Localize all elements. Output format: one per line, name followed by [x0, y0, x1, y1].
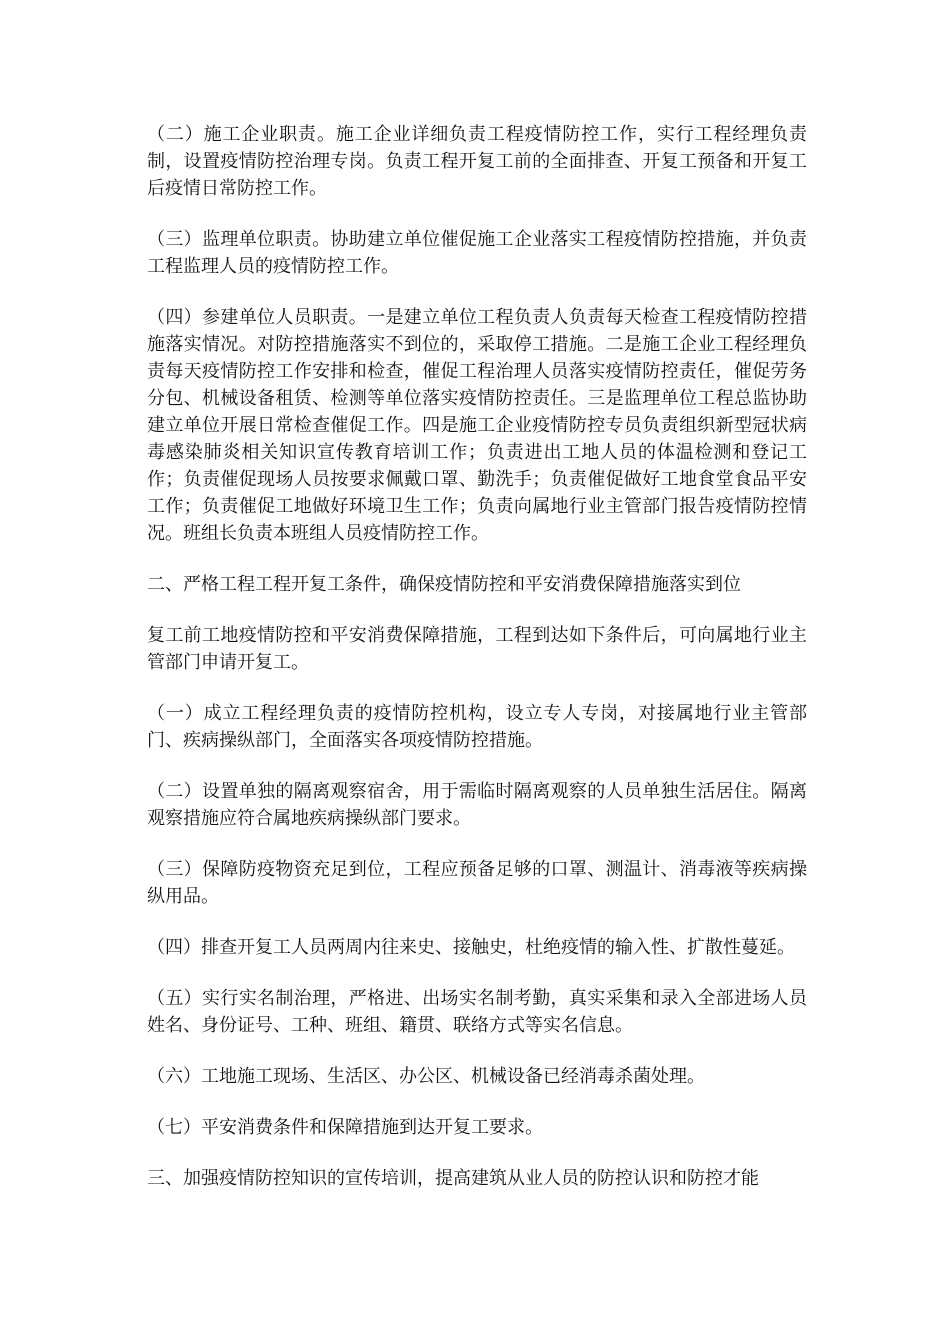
paragraph-personnel-duty: （四）参建单位人员职责。一是建立单位工程负责人负责每天检查工程疫情防控措施落实情况。对防控措施落实不到位的，采取停工措施。二是施工企业工程经理负责每天疫情防控工作安排和检查，催促工程治理人员落实疫情防控责任，催促劳务分包、机械设备租赁、检测等单位落实疫情防控责任。三是监理单位工程总监协助建立单位开展日常检查催促工作。四是施工企业疫情防控专员负责组织新型冠状病毒感染肺炎相关知识宣传教育培训工作；负责进出工地人员的体温检测和登记工作；负责催促现场人员按要求佩戴口罩、勤洗手；负责催促做好工地食堂食品平安工作；负责催促工地做好环境卫生工作；负责向属地行业主管部门报告疫情防控情况。班组长负责本班组人员疫情防控工作。	[147, 307, 807, 544]
list-item-condition-3: （三）保障防疫物资充足到位，工程应预备足够的口罩、测温计、消毒液等疾病操纵用品。	[147, 859, 807, 907]
list-item-condition-4: （四）排查开复工人员两周内往来史、接触史，杜绝疫情的输入性、扩散性蔓延。	[147, 937, 795, 958]
list-item-condition-1: （一）成立工程经理负责的疫情防控机构，设立专人专岗，对接属地行业主管部门、疾病操纵部门，全面落实各项疫情防控措施。	[147, 703, 807, 751]
list-item-condition-6: （六）工地施工现场、生活区、办公区、机械设备已经消毒杀菌处理。	[147, 1066, 705, 1087]
list-item-condition-5: （五）实行实名制治理，严格进、出场实名制考勤，真实采集和录入全部进场人员姓名、身份证号、工种、班组、籍贯、联络方式等实名信息。	[147, 988, 807, 1036]
list-item-condition-7: （七）平安消费条件和保障措施到达开复工要求。	[147, 1117, 543, 1138]
section-heading-2: 二、严格工程工程开复工条件，确保疫情防控和平安消费保障措施落实到位	[147, 574, 741, 595]
paragraph-construction-enterprise-duty: （二）施工企业职责。施工企业详细负责工程疫情防控工作，实行工程经理负责制，设置疫情防控治理专岗。负责工程开复工前的全面排查、开复工预备和开复工后疫情日常防控工作。	[147, 124, 807, 199]
list-item-condition-2: （二）设置单独的隔离观察宿舍，用于需临时隔离观察的人员单独生活居住。隔离观察措施应符合属地疾病操纵部门要求。	[147, 781, 807, 829]
paragraph-resumption-conditions-intro: 复工前工地疫情防控和平安消费保障措施，工程到达如下条件后，可向属地行业主管部门申请开复工。	[147, 625, 807, 673]
document-body	[147, 121, 807, 1216]
paragraph-supervision-unit-duty: （三）监理单位职责。协助建立单位催促施工企业落实工程疫情防控措施，并负责工程监理人员的疫情防控工作。	[147, 229, 807, 277]
section-heading-3: 三、加强疫情防控知识的宣传培训，提高建筑从业人员的防控认识和防控才能	[147, 1168, 759, 1189]
